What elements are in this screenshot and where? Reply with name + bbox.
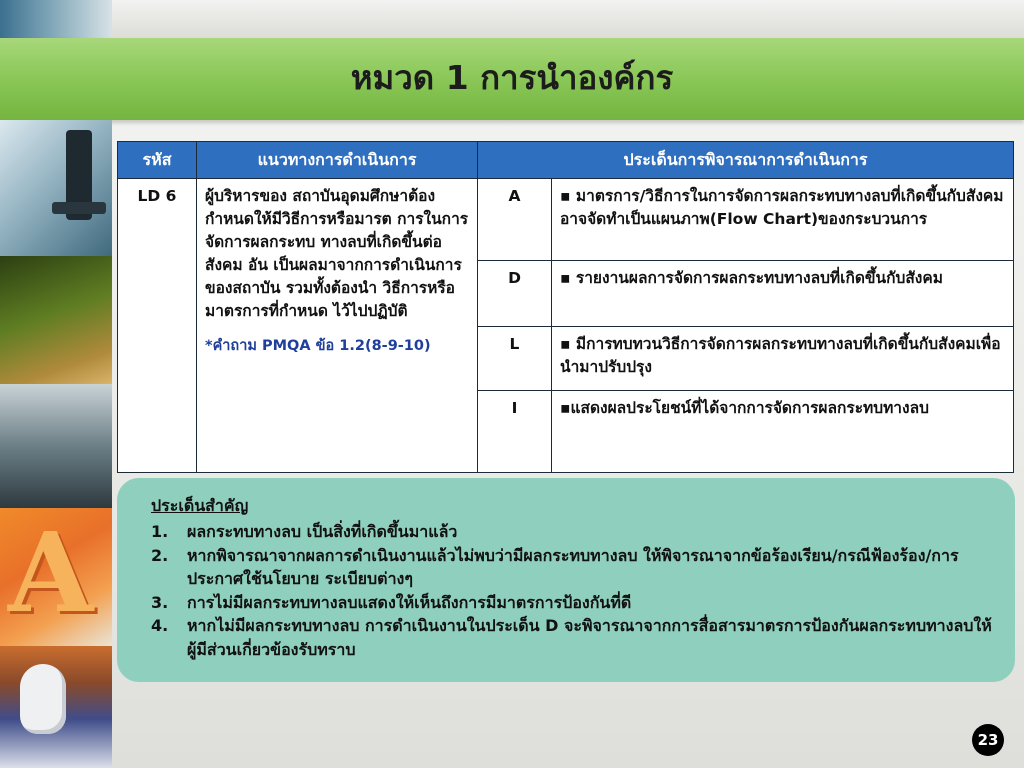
adli-text-d: ▪ รายงานผลการจัดการผลกระทบทางลบที่เกิดขึ้นกับสังคม bbox=[552, 261, 1014, 327]
pmqa-note: *คำถาม PMQA ข้อ 1.2(8-9-10) bbox=[205, 338, 431, 354]
letter-block-decor: A bbox=[8, 508, 94, 637]
list-item bbox=[151, 591, 993, 615]
top-decor-band bbox=[112, 0, 1024, 38]
guideline-text: ผู้บริหารของ สถาบันอุดมศึกษาต้อง กำหนดให้มีวิธีการหรือมารต การในการจัดการผลกระทบ ทางลบที่เกิดขึ้นต่อสังคม อัน เป็นผลมาจากการดำเนินการ ของสถาบัน รวมทั้งต้องนำ วิธีการหรือมาตรการที่กำหนด ไว้ไปปฏิบัติ bbox=[205, 187, 469, 320]
code-cell: LD 6 bbox=[118, 179, 197, 473]
page-number-badge: 23 bbox=[972, 724, 1004, 756]
list-item-number: 3. bbox=[151, 592, 169, 612]
table-header-row bbox=[118, 142, 1014, 179]
adli-letter-d: D bbox=[478, 261, 552, 327]
guideline-cell bbox=[197, 179, 478, 473]
table-row bbox=[118, 179, 1014, 261]
criteria-table-wrapper bbox=[117, 141, 1013, 473]
list-item bbox=[151, 614, 993, 661]
left-photo-column bbox=[0, 120, 112, 768]
adli-letter-a: A bbox=[478, 179, 552, 261]
classroom-photo bbox=[0, 256, 112, 384]
microscope-base bbox=[52, 202, 106, 214]
adli-letter-i: I bbox=[478, 391, 552, 473]
list-item-text: หากไม่มีผลกระทบทางลบ การดำเนินงานในประเด็น D จะพิจารณาจากการสื่อสารมาตรการป้องกันผลกระทบทางลบให้ผู้มีส่วนเกี่ยวข้องรับทราบ bbox=[187, 616, 992, 659]
adli-text-l: ▪ มีการทบทวนวิธีการจัดการผลกระทบทางลบที่เกิดขึ้นกับสังคมเพื่อนำมาปรับปรุง bbox=[552, 327, 1014, 391]
adli-letter-l: L bbox=[478, 327, 552, 391]
key-points-box bbox=[117, 478, 1015, 682]
key-points-list bbox=[151, 520, 993, 661]
header-guideline: แนวทางการดำเนินการ bbox=[197, 142, 478, 179]
list-item bbox=[151, 520, 993, 544]
top-photo-strip bbox=[0, 0, 112, 38]
list-item bbox=[151, 544, 993, 591]
key-points-title: ประเด็นสำคัญ bbox=[151, 496, 249, 515]
mouse-photo bbox=[0, 646, 112, 768]
list-item-number: 4. bbox=[151, 616, 169, 635]
list-item-number: 2. bbox=[151, 545, 169, 565]
letter-blocks-photo bbox=[0, 508, 112, 646]
computer-mouse-icon bbox=[20, 664, 66, 734]
list-item-number: 1. bbox=[151, 522, 169, 541]
list-item-text: หากพิจารณาจากผลการดำเนินงานแล้วไม่พบว่ามีผลกระทบทางลบ ให้พิจารณาจากข้อร้องเรียน/กรณีฟ้องร้อง/การประกาศใช้นโยบาย ระเบียบต่างๆ bbox=[187, 545, 959, 588]
computer-lab-photo bbox=[0, 384, 112, 508]
list-item-text: การไม่มีผลกระทบทางลบแสดงให้เห็นถึงการมีมาตรการป้องกันที่ดี bbox=[187, 592, 632, 612]
adli-text-a: ▪ มาตรการ/วิธีการในการจัดการผลกระทบทางลบที่เกิดขึ้นกับสังคมอาจจัดทำเป็นแผนภาพ(Flow Chart)ของกระบวนการ bbox=[552, 179, 1014, 261]
header-considerations: ประเด็นการพิจารณาการดำเนินการ bbox=[478, 142, 1014, 179]
adli-text-i: ▪แสดงผลประโยชน์ที่ได้จากการจัดการผลกระทบทางลบ bbox=[552, 391, 1014, 473]
page-title: หมวด 1 การนำองค์กร bbox=[350, 57, 674, 97]
header-code: รหัส bbox=[118, 142, 197, 179]
list-item-text: ผลกระทบทางลบ เป็นสิ่งที่เกิดขึ้นมาแล้ว bbox=[187, 522, 458, 541]
microscope-photo bbox=[0, 120, 112, 256]
criteria-table bbox=[117, 141, 1014, 473]
